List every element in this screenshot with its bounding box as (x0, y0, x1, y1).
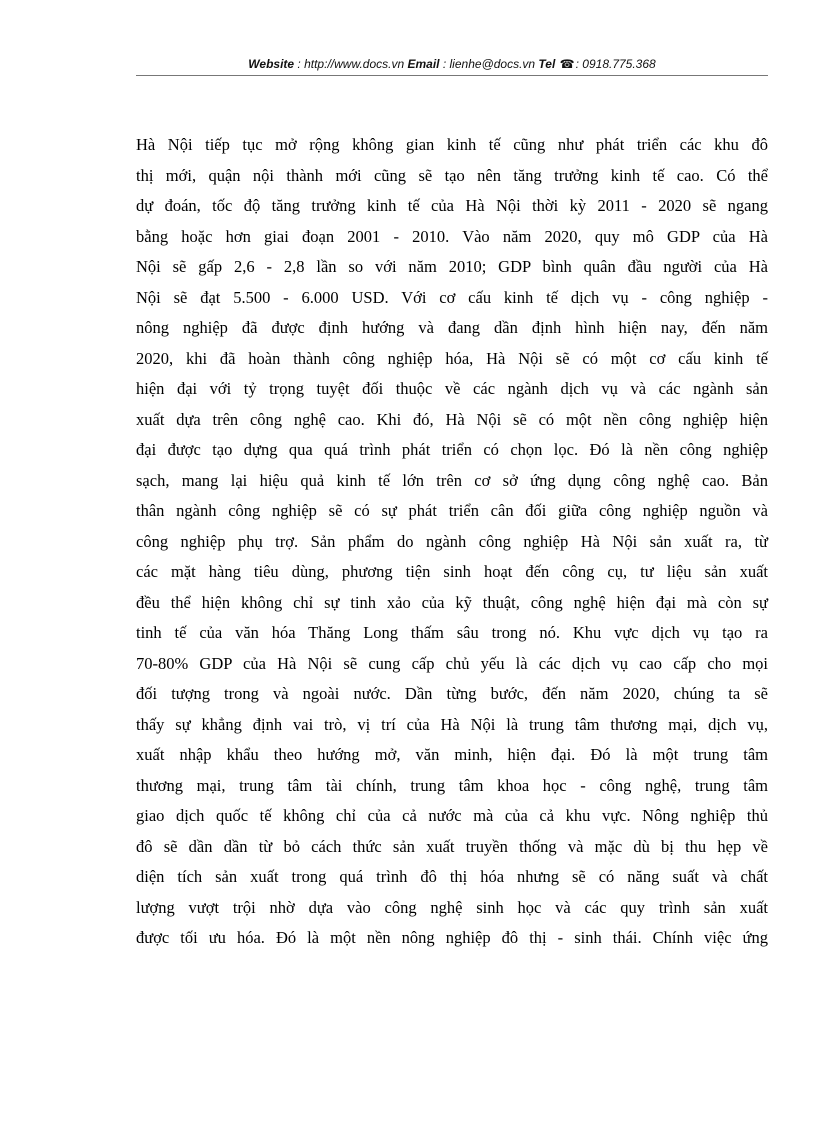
text-line: dự đoán, tốc độ tăng trưởng kinh tế của Hà Nội thời kỳ 2011 - 2020 sẽ ngang (136, 196, 768, 215)
text-line: đối tượng trong và ngoài nước. Dần từng bước, đến năm 2020, chúng ta sẽ (136, 684, 768, 703)
text-line: được tối ưu hóa. Đó là một nền nông nghiệp đô thị - sinh thái. Chính việc ứng (136, 928, 768, 947)
text-line: đại được tạo dựng qua quá trình phát triển có chọn lọc. Đó là nền công nghiệp (136, 440, 768, 459)
text-line: Nội sẽ gấp 2,6 - 2,8 lần so với năm 2010; GDP bình quân đầu người của Hà (136, 257, 768, 276)
text-line: bằng hoặc hơn giai đoạn 2001 - 2010. Vào năm 2020, quy mô GDP của Hà (136, 226, 768, 246)
text-line: đô sẽ dần dần từ bỏ cách thức sản xuất truyền thống và mặc dù bị thu hẹp về (136, 836, 768, 856)
text-line: thị mới, quận nội thành mới cũng sẽ tạo nên tăng trưởng kinh tế cao. Có thể (136, 165, 768, 185)
email-value: : lienhe@docs.vn (442, 57, 536, 71)
text-line: xuất nhập khẩu theo hướng mở, văn minh, hiện đại. Đó là một trung tâm (136, 745, 768, 764)
text-line: lượng vượt trội nhờ dựa vào công nghệ sinh học và các quy trình sản xuất (136, 897, 768, 917)
text-line: Nội sẽ đạt 5.500 - 6.000 USD. Với cơ cấu kinh tế dịch vụ - công nghiệp - (136, 287, 768, 307)
text-line: giao dịch quốc tế không chỉ của cả nước mà của cả khu vực. Nông nghiệp thủ (136, 806, 768, 825)
text-line: Hà Nội tiếp tục mở rộng không gian kinh tế cũng như phát triển các khu đô (136, 135, 768, 154)
text-line: đều thể hiện không chỉ sự tinh xảo của kỹ thuật, công nghệ hiện đại mà còn sự (136, 592, 768, 612)
text-line: 2020, khi đã hoàn thành công nghiệp hóa, Hà Nội sẽ có một cơ cấu kinh tế (136, 348, 768, 368)
text-line: xuất dựa trên công nghệ cao. Khi đó, Hà Nội sẽ có một nền công nghiệp hiện (136, 409, 768, 429)
website-value: : http://www.docs.vn (297, 57, 405, 71)
text-line: nông nghiệp đã được định hướng và đang dần định hình hiện nay, đến năm (136, 318, 768, 337)
text-line: thấy sự khẳng định vai trò, vị trí của Hà Nội là trung tâm thương mại, dịch vụ, (136, 714, 768, 734)
phone-icon: ☎ (559, 57, 575, 71)
text-line: công nghiệp phụ trợ. Sản phẩm do ngành công nghiệp Hà Nội sản xuất ra, từ (136, 531, 768, 551)
page-header (136, 55, 768, 73)
text-line: thương mại, trung tâm tài chính, trung tâm khoa học - công nghệ, trung tâm (136, 775, 768, 795)
text-line: 70-80% GDP của Hà Nội sẽ cung cấp chủ yếu là các dịch vụ cao cấp cho mọi (136, 653, 768, 673)
text-line: thân ngành công nghiệp sẽ có sự phát triển cân đối giữa công nghiệp nguồn và (136, 501, 768, 520)
tel-value: : 0918.775.368 (575, 57, 656, 71)
text-line: hiện đại với tỷ trọng tuyệt đối thuộc về các ngành dịch vụ và các ngành sản (136, 379, 768, 398)
text-line: các mặt hàng tiêu dùng, phương tiện sinh hoạt đến công cụ, tư liệu sản xuất (136, 562, 768, 581)
tel-label: Tel (538, 57, 556, 71)
header-divider (136, 75, 768, 76)
document-body (136, 130, 768, 954)
website-label: Website (248, 57, 295, 71)
text-line: tinh tế của văn hóa Thăng Long thấm sâu trong nó. Khu vực dịch vụ tạo ra (136, 623, 768, 642)
email-label: Email (407, 57, 440, 71)
text-line: diện tích sản xuất trong quá trình đô thị hóa nhưng sẽ có năng suất và chất (136, 867, 768, 886)
text-line: sạch, mang lại hiệu quả kinh tế lớn trên cơ sở ứng dụng công nghệ cao. Bản (136, 470, 768, 490)
